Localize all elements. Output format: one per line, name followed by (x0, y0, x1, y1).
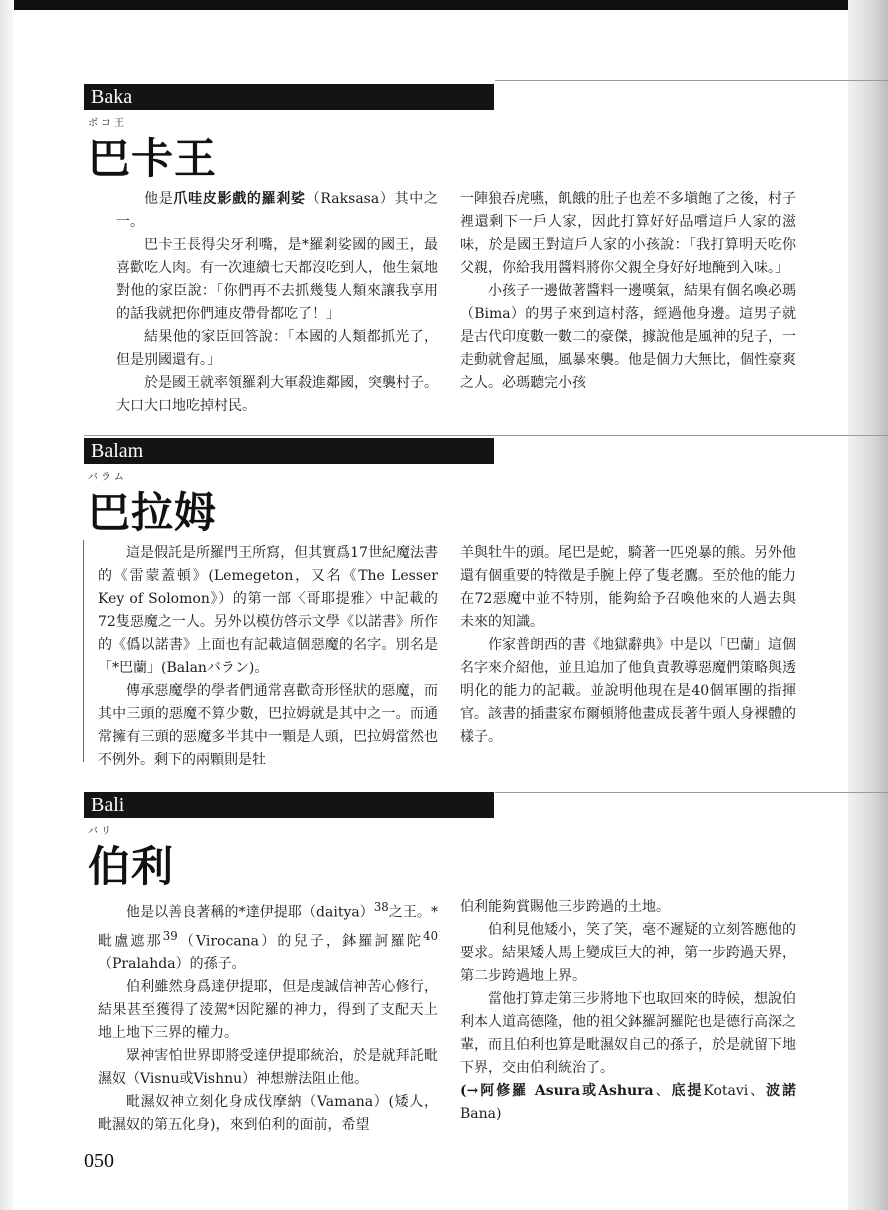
entry-bali (84, 792, 799, 1132)
entry-title: 巴卡王 (88, 134, 218, 183)
page-number: 050 (84, 1150, 114, 1172)
entry-kana: バラム (88, 472, 127, 483)
scan-top-edge (0, 0, 888, 10)
entry-name-bar: Bali (84, 792, 494, 818)
paragraph: 一陣狼吞虎嚥，飢餓的肚子也差不多塡飽了之後，村子裡還剩下一戶人家，因此打算好好品嚐這戶人家的滋味，於是國王對這戶人家的小孩說：「我打算明天吃你父親，你給我用醬料將你父親全身好好地醃到入味。」 (460, 191, 796, 276)
paragraph: 伯利見他矮小，笑了笑，毫不遲疑的立刻答應他的要求。結果矮人馬上變成巨大的神，第一步跨過天界，第二步跨過地上界。 (460, 922, 796, 984)
entry-kana: ボコ王 (88, 118, 127, 129)
paragraph: 毗濕奴神立刻化身成伐摩納（Vamana）(矮人，毗濕奴的第五化身)，來到伯利的面前，希望 (98, 1094, 438, 1134)
paragraph: 巴卡王長得尖牙利嘴，是*羅剎娑國的國王，最喜歡吃人肉。有一次連續七天都沒吃到人，他生氣地對他的家臣說：「你們再不去抓幾隻人類來讓我享用的話我就把你們連皮帶骨都吃了！」 (116, 237, 438, 322)
paragraph: 小孩子一邊做著醬料一邊嘆氣，結果有個名喚必瑪（Bima）的男子來到這村落，經過他身邊。這男子就是古代印度數一數二的豪傑，據說他是風神的兒子，一走動就會起風，風暴來襲。他是個力大無比，個性豪爽之人。必瑪聽完小孩 (460, 283, 796, 391)
right-column (460, 188, 796, 395)
paragraph: 眾神害怕世界即將受達伊提耶統治，於是就拜託毗濕奴（Visnu或Vishnu）神想辦法阻止他。 (98, 1048, 438, 1088)
entry-title: 伯利 (88, 842, 175, 891)
paragraph: 他是以善良著稱的*達伊提耶（daitya）$^{38}$之王。*毗盧遮那$^{39}$（Virocana）的兒子，鉢羅訶羅陀$^{40}$（Pralahda）的孫子。 (98, 900, 439, 973)
paragraph: 作家普朗西的書《地獄辭典》中是以「巴蘭」這個名字來介紹他，並且追加了他負責教導惡魔們策略與透明化的能力的記載。並說明他現在是40個軍團的指揮官。該書的插畫家布爾頓將他畫成長著牛頭人身裸體的樣子。 (460, 637, 796, 745)
paragraph: 這是假託是所羅門王所寫，但其實爲17世紀魔法書的《雷蒙蓋頓》(Lemegeton，又名《The Lesser Key of Solomon》）的第一部〈哥耶提雅〉中記載的72隻惡魔之一人。另外以模仿啓示文學《以諾書》所作的《僞以諾書》上面也有記載這個惡魔的名字。別名是「*巴蘭」(Balanバラン)。 (98, 545, 438, 676)
paragraph: 傳承惡魔學的學者們通常喜歡奇形怪狀的惡魔，而其中三頭的惡魔不算少數，巴拉姆就是其中之一。而通常擁有三頭的惡魔多半其中一顆是人頭，巴拉姆當然也不例外。剩下的兩顆則是牡 (98, 683, 438, 768)
left-column (116, 188, 438, 418)
entry-name-bar: Baka (84, 84, 494, 110)
entry-kana: バリ (88, 826, 114, 837)
right-column (460, 896, 796, 1126)
right-column (460, 542, 796, 749)
paragraph: 於是國王就率領羅剎大軍殺進鄰國，突襲村子。大口大口地吃掉村民。 (116, 375, 438, 414)
paragraph: 羊與牡牛的頭。尾巴是蛇，騎著一匹兇暴的熊。另外他還有個重要的特徵是手腕上停了隻老鷹。至於他的能力在72惡魔中並不特別，能夠給予召喚他來的人過去與未來的知識。 (460, 545, 796, 630)
entry-title: 巴拉姆 (88, 488, 218, 537)
entry-balam (84, 438, 799, 768)
entry-baka (84, 84, 799, 414)
entry-name-bar: Balam (84, 438, 494, 464)
paragraph: 他是爪哇皮影戲的羅剎娑（Raksasa）其中之一。 (116, 191, 438, 230)
paragraph: 伯利雖然身爲達伊提耶，但是虔誠信神苦心修行，結果甚至獲得了淩駕*因陀羅的神力，得到了支配天上地上地下三界的權力。 (98, 979, 438, 1042)
scan-left-edge (0, 0, 14, 1210)
left-column (98, 896, 438, 1137)
paragraph: 結果他的家臣回答說：「本國的人類都抓光了，但是別國還有。」 (116, 329, 438, 368)
paragraph: 當他打算走第三步將地下也取回來的時候，想說伯利本人道高德隆，他的祖父鉢羅訶羅陀也是德行高深之輩，而且伯利也算是毗濕奴自己的孫子，於是就留下地下界，交由伯利統治了。 (460, 991, 796, 1076)
scan-page-gutter (848, 0, 888, 1210)
paragraph: 伯利能夠賞賜他三步跨過的土地。 (460, 899, 670, 915)
rule-line (495, 80, 888, 81)
rule-line (84, 435, 888, 436)
left-column (98, 542, 438, 772)
paragraph: (→阿修羅 Asura或Ashura、底提Kotavi、波諾Bana) (460, 1083, 797, 1122)
